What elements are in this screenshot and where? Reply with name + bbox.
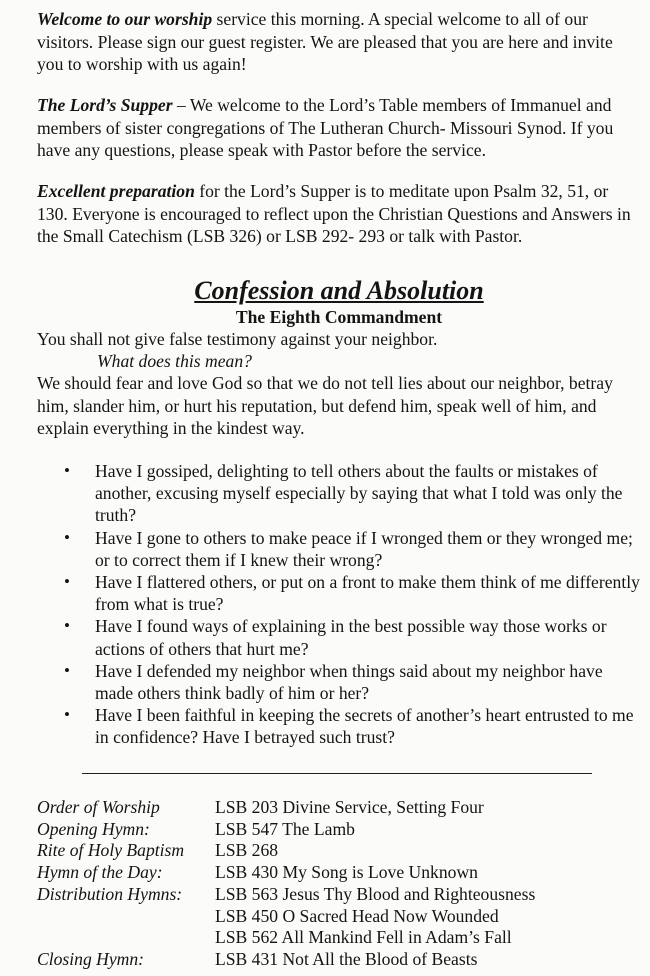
list-item: [37, 704, 641, 748]
meaning-question: What does this mean?: [97, 351, 252, 371]
order-value: LSB 431 Not All the Blood of Beasts: [215, 948, 478, 969]
preparation-paragraph: [37, 180, 641, 248]
list-item-text: Have I been faithful in keeping the secrets of another’s heart entrusted to me in confidence? Have I betrayed such trust?: [95, 705, 634, 748]
welcome-paragraph: [37, 8, 641, 76]
bullet-icon: •: [64, 572, 70, 592]
list-item-text: Have I defended my neighbor when things said about my neighbor have made others think badly of him or her?: [95, 660, 603, 704]
preparation-text: for the Lord’s Supper is to meditate upon Psalm 32, 51, or 130. Everyone is encouraged to reflect upon the Christian Questions and Answers in the Small Catechism (LSB 326) or LSB 292- 293 or talk with Pastor.: [37, 181, 631, 246]
order-row: [37, 862, 641, 884]
bullet-icon: •: [64, 527, 70, 547]
list-item-text: Have I gossiped, delighting to tell others about the faults or mistakes of another, excusing myself especially by saying that what I told was only the truth?: [95, 461, 623, 526]
lords-supper-lead: The Lord’s Supper: [37, 95, 173, 115]
order-row: [37, 840, 641, 862]
order-value: LSB 563 Jesus Thy Blood and Righteousness: [215, 883, 536, 904]
order-row: [37, 819, 641, 841]
order-row: [37, 906, 641, 928]
order-label: Order of Worship: [37, 797, 160, 817]
order-label: [37, 927, 215, 949]
lords-supper-text: – We welcome to the Lord’s Table members of Immanuel and members of sister congregations of The Lutheran Church- Missouri Synod. If you have any questions, please speak with Pastor before the service.: [37, 95, 614, 160]
order-label: Closing Hymn:: [37, 948, 145, 969]
order-label: Rite of Holy Baptism: [37, 840, 185, 861]
section-divider: [82, 773, 592, 774]
commandment-text: You shall not give false testimony against your neighbor.: [37, 329, 438, 349]
commandment-heading: The Eighth Commandment: [235, 307, 443, 327]
order-row: [37, 884, 641, 906]
list-item-text: Have I gone to others to make peace if I wronged them or they wronged me; or to correct them if I knew their wrong?: [95, 527, 633, 570]
bullet-icon: •: [64, 660, 70, 680]
order-value: LSB 268: [215, 840, 279, 861]
list-item-text: Have I flattered others, or put on a front to make them think of me differently from what is true?: [95, 572, 640, 615]
list-item: [37, 660, 641, 704]
bullet-icon: •: [64, 705, 70, 725]
list-item: [37, 615, 641, 659]
order-label: Hymn of the Day:: [37, 862, 163, 883]
preparation-lead: Excellent preparation: [37, 181, 195, 201]
order-label: [37, 906, 215, 928]
order-label: Distribution Hymns:: [37, 883, 183, 904]
list-item-text: Have I found ways of explaining in the best possible way those works or actions of others that hurt me?: [95, 616, 607, 659]
order-value: LSB 203 Divine Service, Setting Four: [215, 797, 484, 817]
order-of-service: [37, 797, 641, 971]
order-value: LSB 430 My Song is Love Unknown: [215, 862, 478, 883]
confession-heading: Confession and Absolution: [194, 276, 484, 305]
order-row: [37, 949, 641, 971]
list-item: [37, 460, 641, 527]
order-value: LSB 547 The Lamb: [215, 818, 355, 839]
list-item: [37, 571, 641, 615]
welcome-lead: Welcome to our worship: [37, 9, 213, 29]
order-value: LSB 562 All Mankind Fell in Adam’s Fall: [215, 927, 512, 948]
list-item: [37, 527, 641, 571]
order-value: LSB 450 O Sacred Head Now Wounded: [215, 905, 499, 926]
lords-supper-paragraph: [37, 94, 641, 162]
examination-list: [37, 460, 641, 749]
order-row: [37, 797, 641, 819]
welcome-text: service this morning. A special welcome to all of our visitors. Please sign our guest register. We are pleased that you are here and invite you to worship with us again!: [37, 9, 613, 74]
order-row: [37, 927, 641, 949]
commandment-explanation: We should fear and love God so that we do not tell lies about our neighbor, betray him, slander him, or hurt his reputation, but defend him, speak well of him, and explain everything in the kindest way.: [37, 373, 613, 438]
order-label: Opening Hymn:: [37, 818, 150, 839]
bullet-icon: •: [64, 616, 70, 636]
bullet-icon: •: [64, 461, 70, 480]
